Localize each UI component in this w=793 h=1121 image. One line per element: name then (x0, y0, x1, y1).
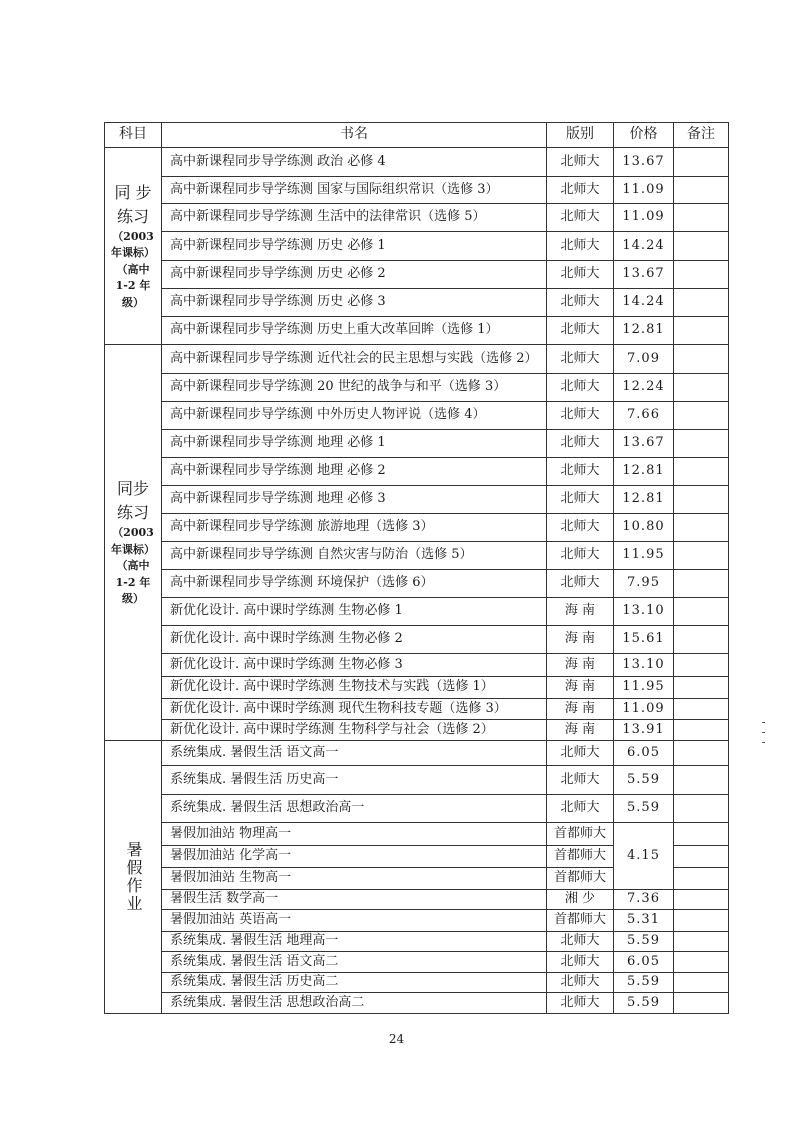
note (674, 654, 729, 677)
table-row (105, 204, 729, 232)
publisher: 海 南 (547, 677, 614, 699)
note (674, 795, 729, 823)
publisher: 北师大 (547, 993, 614, 1014)
table-row (105, 570, 729, 598)
subject-label: （2003 (112, 526, 154, 540)
publisher: 北师大 (547, 570, 614, 598)
publisher: 北师大 (547, 317, 614, 345)
table-header-row (105, 123, 729, 148)
publisher: 北师大 (547, 514, 614, 542)
subject-label: 同步 (116, 479, 149, 499)
note (674, 766, 729, 795)
table-row (105, 232, 729, 261)
table-row (105, 654, 729, 677)
publisher: 北师大 (547, 795, 614, 823)
book-title: 新优化设计. 高中课时学练测 现代生物科技专题（选修 3） (162, 699, 547, 720)
price: 13.10 (614, 654, 674, 677)
price: 7.36 (614, 890, 674, 910)
note (674, 148, 729, 177)
book-title: 新优化设计. 高中课时学练测 生物科学与社会（选修 2） (162, 720, 547, 741)
table-row (105, 598, 729, 626)
price: 7.95 (614, 570, 674, 598)
publisher: 北师大 (547, 232, 614, 261)
book-list-table (104, 122, 729, 1014)
subject-label: 练习 (116, 503, 149, 523)
publisher: 首都师大 (547, 846, 614, 868)
note (674, 598, 729, 626)
table-row (105, 345, 729, 374)
publisher: 北师大 (547, 542, 614, 570)
price: 11.09 (614, 177, 674, 204)
book-title: 高中新课程同步导学练测 地理 必修 3 (162, 486, 547, 514)
table-row (105, 317, 729, 345)
book-title: 暑假加油站 生物高一 (162, 868, 547, 890)
price: 5.59 (614, 932, 674, 952)
publisher: 北师大 (547, 204, 614, 232)
subject-cell (105, 741, 162, 1014)
publisher: 北师大 (547, 148, 614, 177)
book-title: 高中新课程同步导学练测 历史 必修 3 (162, 289, 547, 317)
price: 11.09 (614, 204, 674, 232)
note (674, 741, 729, 766)
table-row (105, 542, 729, 570)
subject-label: 年课标） (111, 246, 155, 260)
subject-label: 暑假作业 (124, 841, 143, 913)
table-row (105, 699, 729, 720)
book-title: 高中新课程同步导学练测 历史上重大改革回眸（选修 1） (162, 317, 547, 345)
book-title: 高中新课程同步导学练测 环境保护（选修 6） (162, 570, 547, 598)
margin-mark (762, 722, 765, 723)
book-title: 系统集成. 暑假生活 思想政治高二 (162, 993, 547, 1014)
table-row (105, 289, 729, 317)
book-title: 高中新课程同步导学练测 政治 必修 4 (162, 148, 547, 177)
price: 11.95 (614, 542, 674, 570)
publisher: 北师大 (547, 973, 614, 993)
subject-cell (105, 148, 162, 345)
price: 5.59 (614, 993, 674, 1014)
price: 12.81 (614, 486, 674, 514)
price: 5.31 (614, 910, 674, 932)
book-title: 高中新课程同步导学练测 国家与国际组织常识（选修 3） (162, 177, 547, 204)
table-row (105, 177, 729, 204)
book-title: 暑假生活 数学高一 (162, 890, 547, 910)
book-title: 系统集成. 暑假生活 历史高一 (162, 766, 547, 795)
subject-label: 级） (122, 295, 144, 309)
book-title: 系统集成. 暑假生活 语文高一 (162, 741, 547, 766)
publisher: 北师大 (547, 486, 614, 514)
publisher: 海 南 (547, 699, 614, 720)
price: 7.66 (614, 402, 674, 430)
note (674, 910, 729, 932)
table-row (105, 486, 729, 514)
price: 11.09 (614, 699, 674, 720)
publisher: 首都师大 (547, 910, 614, 932)
publisher: 北师大 (547, 345, 614, 374)
subject-label: 练习 (116, 206, 149, 226)
note (674, 973, 729, 993)
book-title: 系统集成. 暑假生活 历史高二 (162, 973, 547, 993)
note (674, 952, 729, 973)
publisher: 北师大 (547, 430, 614, 458)
price: 12.81 (614, 458, 674, 486)
book-title: 系统集成. 暑假生活 思想政治高一 (162, 795, 547, 823)
margin-mark (762, 742, 765, 743)
price: 10.80 (614, 514, 674, 542)
publisher: 北师大 (547, 289, 614, 317)
publisher: 北师大 (547, 177, 614, 204)
table-row (105, 148, 729, 177)
book-title: 暑假加油站 物理高一 (162, 823, 547, 846)
note (674, 289, 729, 317)
table-row (105, 720, 729, 741)
table-row (105, 626, 729, 654)
publisher: 海 南 (547, 654, 614, 677)
publisher: 海 南 (547, 626, 614, 654)
book-title: 暑假加油站 化学高一 (162, 846, 547, 868)
subject-label: 1-2 年 (115, 575, 151, 589)
note (674, 317, 729, 345)
book-title: 高中新课程同步导学练测 历史 必修 2 (162, 261, 547, 289)
header-title: 书名 (162, 123, 547, 148)
header-subject: 科目 (105, 123, 162, 148)
book-title: 高中新课程同步导学练测 历史 必修 1 (162, 232, 547, 261)
table-row (105, 766, 729, 795)
note (674, 345, 729, 374)
table-row (105, 910, 729, 932)
table-row (105, 402, 729, 430)
price: 7.09 (614, 345, 674, 374)
subject-label: （高中 (116, 262, 150, 276)
header-publisher: 版别 (547, 123, 614, 148)
table-row (105, 795, 729, 823)
subject-label: 年课标） (111, 542, 155, 556)
publisher: 北师大 (547, 458, 614, 486)
price: 4.15 (614, 823, 674, 890)
price: 11.95 (614, 677, 674, 699)
note (674, 890, 729, 910)
price: 13.67 (614, 148, 674, 177)
note (674, 932, 729, 952)
price: 14.24 (614, 232, 674, 261)
table-row (105, 932, 729, 952)
table-row (105, 458, 729, 486)
table-row (105, 677, 729, 699)
note (674, 177, 729, 204)
subject-cell (105, 345, 162, 741)
note (674, 823, 729, 846)
publisher: 北师大 (547, 402, 614, 430)
table-row (105, 890, 729, 910)
book-title: 暑假加油站 英语高一 (162, 910, 547, 932)
publisher: 湘 少 (547, 890, 614, 910)
price: 12.24 (614, 374, 674, 402)
book-title: 高中新课程同步导学练测 近代社会的民主思想与实践（选修 2） (162, 345, 547, 374)
subject-label: 同 步 (114, 182, 152, 202)
price: 5.59 (614, 766, 674, 795)
note (674, 402, 729, 430)
table-row (105, 952, 729, 973)
book-title: 新优化设计. 高中课时学练测 生物必修 2 (162, 626, 547, 654)
price: 12.81 (614, 317, 674, 345)
header-price: 价格 (614, 123, 674, 148)
note (674, 570, 729, 598)
book-title: 高中新课程同步导学练测 生活中的法律常识（选修 5） (162, 204, 547, 232)
table-row (105, 993, 729, 1014)
note (674, 626, 729, 654)
book-title: 新优化设计. 高中课时学练测 生物必修 1 (162, 598, 547, 626)
note (674, 204, 729, 232)
publisher: 海 南 (547, 720, 614, 741)
publisher: 海 南 (547, 598, 614, 626)
note (674, 993, 729, 1014)
book-title: 高中新课程同步导学练测 地理 必修 1 (162, 430, 547, 458)
table-row (105, 823, 729, 846)
publisher: 北师大 (547, 952, 614, 973)
book-title: 高中新课程同步导学练测 中外历史人物评说（选修 4） (162, 402, 547, 430)
price: 5.59 (614, 795, 674, 823)
table-row (105, 514, 729, 542)
note (674, 868, 729, 890)
book-title: 高中新课程同步导学练测 自然灾害与防治（选修 5） (162, 542, 547, 570)
publisher: 北师大 (547, 374, 614, 402)
note (674, 720, 729, 741)
book-title: 高中新课程同步导学练测 旅游地理（选修 3） (162, 514, 547, 542)
note (674, 846, 729, 868)
price: 6.05 (614, 741, 674, 766)
book-title: 高中新课程同步导学练测 20 世纪的战争与和平（选修 3） (162, 374, 547, 402)
note (674, 374, 729, 402)
publisher: 北师大 (547, 741, 614, 766)
price: 13.67 (614, 430, 674, 458)
table-row (105, 430, 729, 458)
table-row (105, 374, 729, 402)
subject-label: 1-2 年 (115, 279, 151, 293)
note (674, 542, 729, 570)
page-number: 24 (388, 1032, 405, 1046)
price: 5.59 (614, 973, 674, 993)
note (674, 261, 729, 289)
book-title: 新优化设计. 高中课时学练测 生物必修 3 (162, 654, 547, 677)
subject-label: （2003 (112, 229, 154, 243)
publisher: 北师大 (547, 932, 614, 952)
note (674, 486, 729, 514)
price: 14.24 (614, 289, 674, 317)
note (674, 458, 729, 486)
table-row (105, 973, 729, 993)
publisher: 首都师大 (547, 823, 614, 846)
table-body (105, 148, 729, 1014)
book-title: 系统集成. 暑假生活 地理高一 (162, 932, 547, 952)
note (674, 232, 729, 261)
margin-mark (762, 732, 765, 733)
price: 6.05 (614, 952, 674, 973)
subject-label: （高中 (116, 559, 150, 573)
note (674, 699, 729, 720)
header-note: 备注 (674, 123, 729, 148)
note (674, 677, 729, 699)
price: 13.91 (614, 720, 674, 741)
book-title: 新优化设计. 高中课时学练测 生物技术与实践（选修 1） (162, 677, 547, 699)
price: 15.61 (614, 626, 674, 654)
subject-label: 级） (122, 592, 144, 606)
publisher: 北师大 (547, 261, 614, 289)
book-title: 高中新课程同步导学练测 地理 必修 2 (162, 458, 547, 486)
note (674, 430, 729, 458)
note (674, 514, 729, 542)
publisher: 首都师大 (547, 868, 614, 890)
price: 13.67 (614, 261, 674, 289)
book-title: 系统集成. 暑假生活 语文高二 (162, 952, 547, 973)
price: 13.10 (614, 598, 674, 626)
table-row (105, 741, 729, 766)
publisher: 北师大 (547, 766, 614, 795)
table-row (105, 261, 729, 289)
